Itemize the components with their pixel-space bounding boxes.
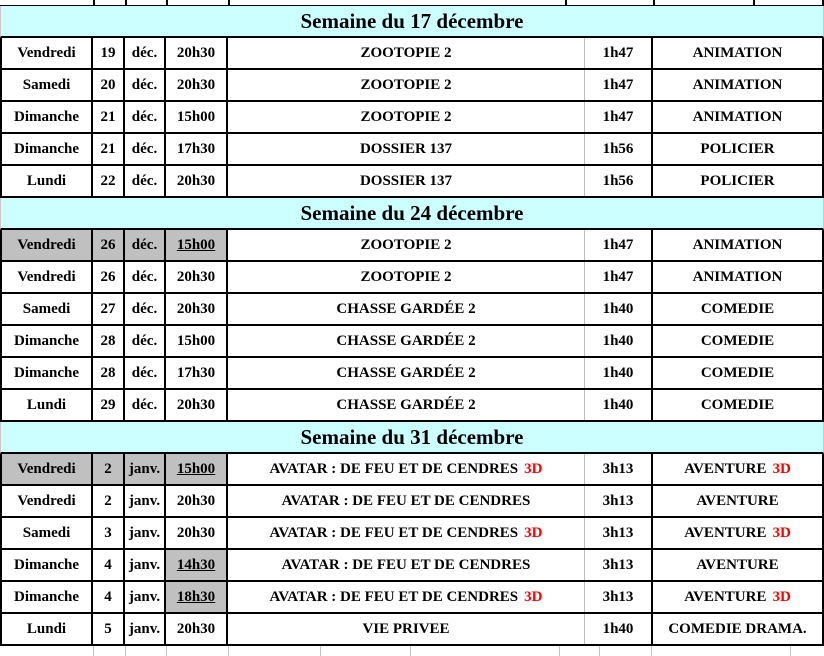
date-label: 19 — [100, 44, 116, 61]
day-cell — [0, 486, 93, 516]
day-label: Samedi — [22, 524, 71, 541]
day-cell — [0, 358, 93, 388]
month-label: déc. — [131, 140, 158, 157]
month-label: janv. — [128, 620, 161, 637]
screening-row — [0, 390, 824, 422]
screening-row — [0, 454, 824, 486]
month-label: janv. — [128, 492, 161, 509]
genre-3d-badge: 3D — [772, 524, 791, 541]
day-cell — [0, 38, 93, 68]
day-cell — [0, 326, 93, 356]
genre-cell — [653, 294, 824, 324]
duration-cell — [585, 134, 653, 164]
time-cell — [166, 358, 228, 388]
day-cell — [0, 390, 93, 420]
month-cell — [125, 262, 166, 292]
duration-cell — [585, 518, 653, 548]
film-title-label: DOSSIER 137 — [359, 140, 453, 157]
month-label: déc. — [131, 44, 158, 61]
genre-label: COMEDIE — [700, 396, 775, 413]
date-label: 20 — [100, 76, 116, 93]
month-label: déc. — [131, 236, 158, 253]
day-cell — [0, 70, 93, 100]
month-label: janv. — [128, 556, 161, 573]
gridline-mark — [166, 646, 167, 656]
week-header — [0, 6, 824, 38]
partial-row-above — [0, 0, 824, 6]
film-title-label: ZOOTOPIE 2 — [360, 268, 452, 285]
film-title-label: AVATAR : DE FEU ET DE CENDRES — [281, 492, 531, 509]
genre-cell — [653, 486, 824, 516]
month-cell — [125, 230, 166, 260]
date-label: 5 — [104, 620, 112, 637]
date-cell — [93, 230, 125, 260]
genre-cell — [653, 614, 824, 644]
film-title-cell — [228, 262, 585, 292]
duration-label: 3h13 — [602, 460, 634, 477]
duration-cell — [585, 358, 653, 388]
week-header-title: Semaine du 31 décembre — [300, 424, 524, 449]
genre-label: AVENTURE — [696, 492, 779, 509]
time-label: 20h30 — [176, 396, 216, 413]
duration-cell — [585, 294, 653, 324]
screening-row — [0, 102, 824, 134]
day-label: Dimanche — [14, 332, 79, 349]
film-3d-badge: 3D — [524, 588, 543, 605]
screening-row — [0, 38, 824, 70]
month-label: déc. — [131, 300, 158, 317]
day-label: Dimanche — [14, 364, 79, 381]
time-label: 17h30 — [176, 364, 216, 381]
duration-label: 1h47 — [602, 108, 634, 125]
genre-cell — [653, 358, 824, 388]
date-cell — [93, 38, 125, 68]
month-cell — [125, 326, 166, 356]
month-cell — [125, 518, 166, 548]
time-cell — [166, 166, 228, 196]
date-cell — [93, 262, 125, 292]
date-cell — [93, 582, 125, 612]
film-title-label: ZOOTOPIE 2 — [360, 236, 452, 253]
date-cell — [93, 166, 125, 196]
gridline-mark — [599, 646, 600, 656]
genre-3d-badge: 3D — [772, 588, 791, 605]
gridline-mark — [559, 646, 560, 656]
duration-label: 1h56 — [602, 140, 634, 157]
date-label: 2 — [104, 460, 112, 477]
screening-row — [0, 166, 824, 198]
duration-label: 1h56 — [602, 172, 634, 189]
time-label: 15h00 — [176, 460, 216, 477]
time-cell — [166, 70, 228, 100]
gridline-mark — [166, 0, 168, 5]
week-header-title: Semaine du 24 décembre — [300, 200, 524, 225]
genre-cell — [653, 166, 824, 196]
day-label: Vendredi — [17, 492, 76, 509]
genre-cell — [653, 70, 824, 100]
day-cell — [0, 582, 93, 612]
genre-cell — [653, 390, 824, 420]
day-label: Vendredi — [17, 44, 76, 61]
screening-row — [0, 614, 824, 646]
month-cell — [125, 454, 166, 484]
film-title-label: AVATAR : DE FEU ET DE CENDRES — [281, 556, 531, 573]
film-title-label: CHASSE GARDÉE 2 — [336, 396, 476, 413]
day-label: Vendredi — [17, 268, 76, 285]
month-cell — [125, 582, 166, 612]
film-title-cell — [228, 38, 585, 68]
date-cell — [93, 454, 125, 484]
date-label: 3 — [104, 524, 112, 541]
day-label: Lundi — [26, 620, 67, 637]
duration-label: 1h47 — [602, 236, 634, 253]
film-title-label: CHASSE GARDÉE 2 — [336, 332, 476, 349]
film-title-cell — [228, 166, 585, 196]
film-3d-badge: 3D — [524, 460, 543, 477]
screening-row — [0, 262, 824, 294]
week-header — [0, 422, 824, 454]
day-label: Samedi — [22, 300, 71, 317]
day-label: Vendredi — [17, 236, 76, 253]
duration-label: 3h13 — [602, 524, 634, 541]
month-cell — [125, 550, 166, 580]
gridline-mark — [790, 646, 791, 656]
gridline-mark — [125, 0, 127, 5]
time-label: 20h30 — [176, 300, 216, 317]
time-label: 15h00 — [176, 108, 216, 125]
gridline-mark — [93, 0, 95, 5]
duration-cell — [585, 230, 653, 260]
day-label: Dimanche — [14, 588, 79, 605]
date-label: 21 — [100, 140, 116, 157]
gridline-mark — [320, 646, 321, 656]
film-title-cell — [228, 134, 585, 164]
film-title-label: VIE PRIVEE — [362, 620, 450, 637]
month-label: déc. — [131, 332, 158, 349]
time-cell — [166, 390, 228, 420]
genre-label: COMEDIE — [700, 364, 775, 381]
partial-row-below — [0, 646, 824, 656]
day-label: Lundi — [26, 396, 67, 413]
duration-label: 1h40 — [602, 332, 634, 349]
time-cell — [166, 582, 228, 612]
duration-cell — [585, 582, 653, 612]
date-cell — [93, 294, 125, 324]
month-cell — [125, 38, 166, 68]
genre-cell — [653, 102, 824, 132]
genre-label: COMEDIE — [700, 300, 775, 317]
date-label: 28 — [100, 332, 116, 349]
duration-cell — [585, 102, 653, 132]
film-title-label: AVATAR : DE FEU ET DE CENDRES — [269, 460, 519, 477]
duration-cell — [585, 614, 653, 644]
duration-cell — [585, 70, 653, 100]
date-cell — [93, 550, 125, 580]
screening-row — [0, 134, 824, 166]
screening-row — [0, 294, 824, 326]
genre-label: AVENTURE — [696, 556, 779, 573]
day-label: Samedi — [22, 76, 71, 93]
genre-label: COMEDIE — [700, 332, 775, 349]
genre-label: POLICIER — [700, 172, 775, 189]
month-label: janv. — [128, 460, 161, 477]
time-cell — [166, 294, 228, 324]
genre-label: ANIMATION — [692, 76, 783, 93]
film-title-label: CHASSE GARDÉE 2 — [336, 364, 476, 381]
film-title-label: CHASSE GARDÉE 2 — [336, 300, 476, 317]
month-cell — [125, 70, 166, 100]
duration-cell — [585, 390, 653, 420]
duration-cell — [585, 454, 653, 484]
duration-label: 1h47 — [602, 268, 634, 285]
month-label: janv. — [128, 524, 161, 541]
day-cell — [0, 166, 93, 196]
film-title-label: DOSSIER 137 — [359, 172, 453, 189]
duration-cell — [585, 38, 653, 68]
month-cell — [125, 486, 166, 516]
gridline-mark — [228, 646, 229, 656]
date-cell — [93, 134, 125, 164]
genre-label: AVENTURE — [684, 588, 767, 605]
gridline-mark — [125, 646, 126, 656]
gridline-mark — [653, 0, 655, 5]
genre-cell — [653, 230, 824, 260]
day-cell — [0, 262, 93, 292]
time-cell — [166, 38, 228, 68]
film-title-cell — [228, 358, 585, 388]
genre-label: ANIMATION — [692, 268, 783, 285]
genre-cell — [653, 454, 824, 484]
day-label: Lundi — [26, 172, 67, 189]
genre-label: ANIMATION — [692, 236, 783, 253]
screening-row — [0, 326, 824, 358]
day-cell — [0, 518, 93, 548]
time-cell — [166, 550, 228, 580]
month-cell — [125, 166, 166, 196]
duration-label: 3h13 — [602, 556, 634, 573]
month-label: déc. — [131, 172, 158, 189]
time-cell — [166, 134, 228, 164]
gridline-mark — [651, 646, 652, 656]
genre-cell — [653, 518, 824, 548]
day-cell — [0, 294, 93, 324]
genre-label: ANIMATION — [692, 108, 783, 125]
time-cell — [166, 230, 228, 260]
day-cell — [0, 454, 93, 484]
film-title-label: ZOOTOPIE 2 — [360, 76, 452, 93]
duration-label: 1h40 — [602, 396, 634, 413]
genre-label: AVENTURE — [684, 524, 767, 541]
cinema-schedule-table — [0, 6, 824, 646]
genre-cell — [653, 38, 824, 68]
film-title-label: ZOOTOPIE 2 — [360, 44, 452, 61]
genre-label: POLICIER — [700, 140, 775, 157]
screening-row — [0, 582, 824, 614]
date-cell — [93, 358, 125, 388]
time-label: 20h30 — [176, 620, 216, 637]
date-label: 26 — [100, 236, 116, 253]
month-label: déc. — [131, 268, 158, 285]
day-label: Vendredi — [17, 460, 76, 477]
gridline-mark — [228, 0, 230, 5]
gridline-mark — [753, 0, 755, 5]
date-label: 2 — [104, 492, 112, 509]
screening-row — [0, 486, 824, 518]
date-label: 22 — [100, 172, 116, 189]
time-label: 18h30 — [176, 588, 216, 605]
genre-label: AVENTURE — [684, 460, 767, 477]
time-cell — [166, 518, 228, 548]
film-title-cell — [228, 70, 585, 100]
time-label: 15h00 — [176, 332, 216, 349]
date-label: 29 — [100, 396, 116, 413]
day-label: Dimanche — [14, 140, 79, 157]
month-cell — [125, 614, 166, 644]
date-cell — [93, 390, 125, 420]
screening-row — [0, 358, 824, 390]
month-cell — [125, 294, 166, 324]
film-title-cell — [228, 102, 585, 132]
time-label: 20h30 — [176, 268, 216, 285]
gridline-mark — [565, 0, 567, 5]
duration-cell — [585, 262, 653, 292]
duration-label: 1h47 — [602, 76, 634, 93]
month-label: déc. — [131, 396, 158, 413]
day-cell — [0, 102, 93, 132]
date-cell — [93, 486, 125, 516]
date-cell — [93, 326, 125, 356]
duration-cell — [585, 550, 653, 580]
time-label: 20h30 — [176, 492, 216, 509]
film-title-cell — [228, 390, 585, 420]
screening-row — [0, 518, 824, 550]
film-title-label: AVATAR : DE FEU ET DE CENDRES — [269, 524, 519, 541]
month-cell — [125, 390, 166, 420]
film-title-cell — [228, 582, 585, 612]
gridline-mark — [93, 646, 94, 656]
month-cell — [125, 358, 166, 388]
screening-row — [0, 70, 824, 102]
day-cell — [0, 550, 93, 580]
screening-row — [0, 550, 824, 582]
time-cell — [166, 262, 228, 292]
month-label: janv. — [128, 588, 161, 605]
time-cell — [166, 486, 228, 516]
date-label: 27 — [100, 300, 116, 317]
month-label: déc. — [131, 76, 158, 93]
genre-cell — [653, 550, 824, 580]
month-cell — [125, 134, 166, 164]
date-label: 26 — [100, 268, 116, 285]
month-cell — [125, 102, 166, 132]
time-label: 14h30 — [176, 556, 216, 573]
day-cell — [0, 134, 93, 164]
date-label: 21 — [100, 108, 116, 125]
genre-label: ANIMATION — [692, 44, 783, 61]
time-label: 20h30 — [176, 44, 216, 61]
date-label: 28 — [100, 364, 116, 381]
day-label: Dimanche — [14, 108, 79, 125]
date-label: 4 — [104, 588, 112, 605]
time-cell — [166, 454, 228, 484]
time-label: 20h30 — [176, 524, 216, 541]
week-header-title: Semaine du 17 décembre — [300, 8, 524, 33]
day-cell — [0, 614, 93, 644]
date-cell — [93, 518, 125, 548]
film-3d-badge: 3D — [524, 524, 543, 541]
screening-row — [0, 230, 824, 262]
week-header — [0, 198, 824, 230]
date-label: 4 — [104, 556, 112, 573]
duration-cell — [585, 326, 653, 356]
date-cell — [93, 614, 125, 644]
film-title-cell — [228, 294, 585, 324]
duration-cell — [585, 486, 653, 516]
gridline-mark — [410, 646, 411, 656]
day-label: Dimanche — [14, 556, 79, 573]
day-cell — [0, 230, 93, 260]
time-cell — [166, 326, 228, 356]
time-label: 17h30 — [176, 140, 216, 157]
film-title-label: AVATAR : DE FEU ET DE CENDRES — [269, 588, 519, 605]
date-cell — [93, 102, 125, 132]
film-title-cell — [228, 454, 585, 484]
genre-cell — [653, 262, 824, 292]
duration-label: 1h40 — [602, 364, 634, 381]
time-label: 20h30 — [176, 76, 216, 93]
duration-label: 3h13 — [602, 588, 634, 605]
time-label: 20h30 — [176, 172, 216, 189]
film-title-cell — [228, 486, 585, 516]
duration-label: 3h13 — [602, 492, 634, 509]
date-cell — [93, 70, 125, 100]
time-cell — [166, 614, 228, 644]
genre-label: COMEDIE DRAMA. — [668, 620, 807, 637]
film-title-label: ZOOTOPIE 2 — [360, 108, 452, 125]
film-title-cell — [228, 326, 585, 356]
film-title-cell — [228, 230, 585, 260]
genre-cell — [653, 134, 824, 164]
duration-label: 1h40 — [602, 620, 634, 637]
month-label: déc. — [131, 108, 158, 125]
film-title-cell — [228, 614, 585, 644]
time-cell — [166, 102, 228, 132]
genre-3d-badge: 3D — [772, 460, 791, 477]
month-label: déc. — [131, 364, 158, 381]
film-title-cell — [228, 550, 585, 580]
genre-cell — [653, 582, 824, 612]
time-label: 15h00 — [176, 236, 216, 253]
duration-cell — [585, 166, 653, 196]
duration-label: 1h40 — [602, 300, 634, 317]
duration-label: 1h47 — [602, 44, 634, 61]
film-title-cell — [228, 518, 585, 548]
genre-cell — [653, 326, 824, 356]
